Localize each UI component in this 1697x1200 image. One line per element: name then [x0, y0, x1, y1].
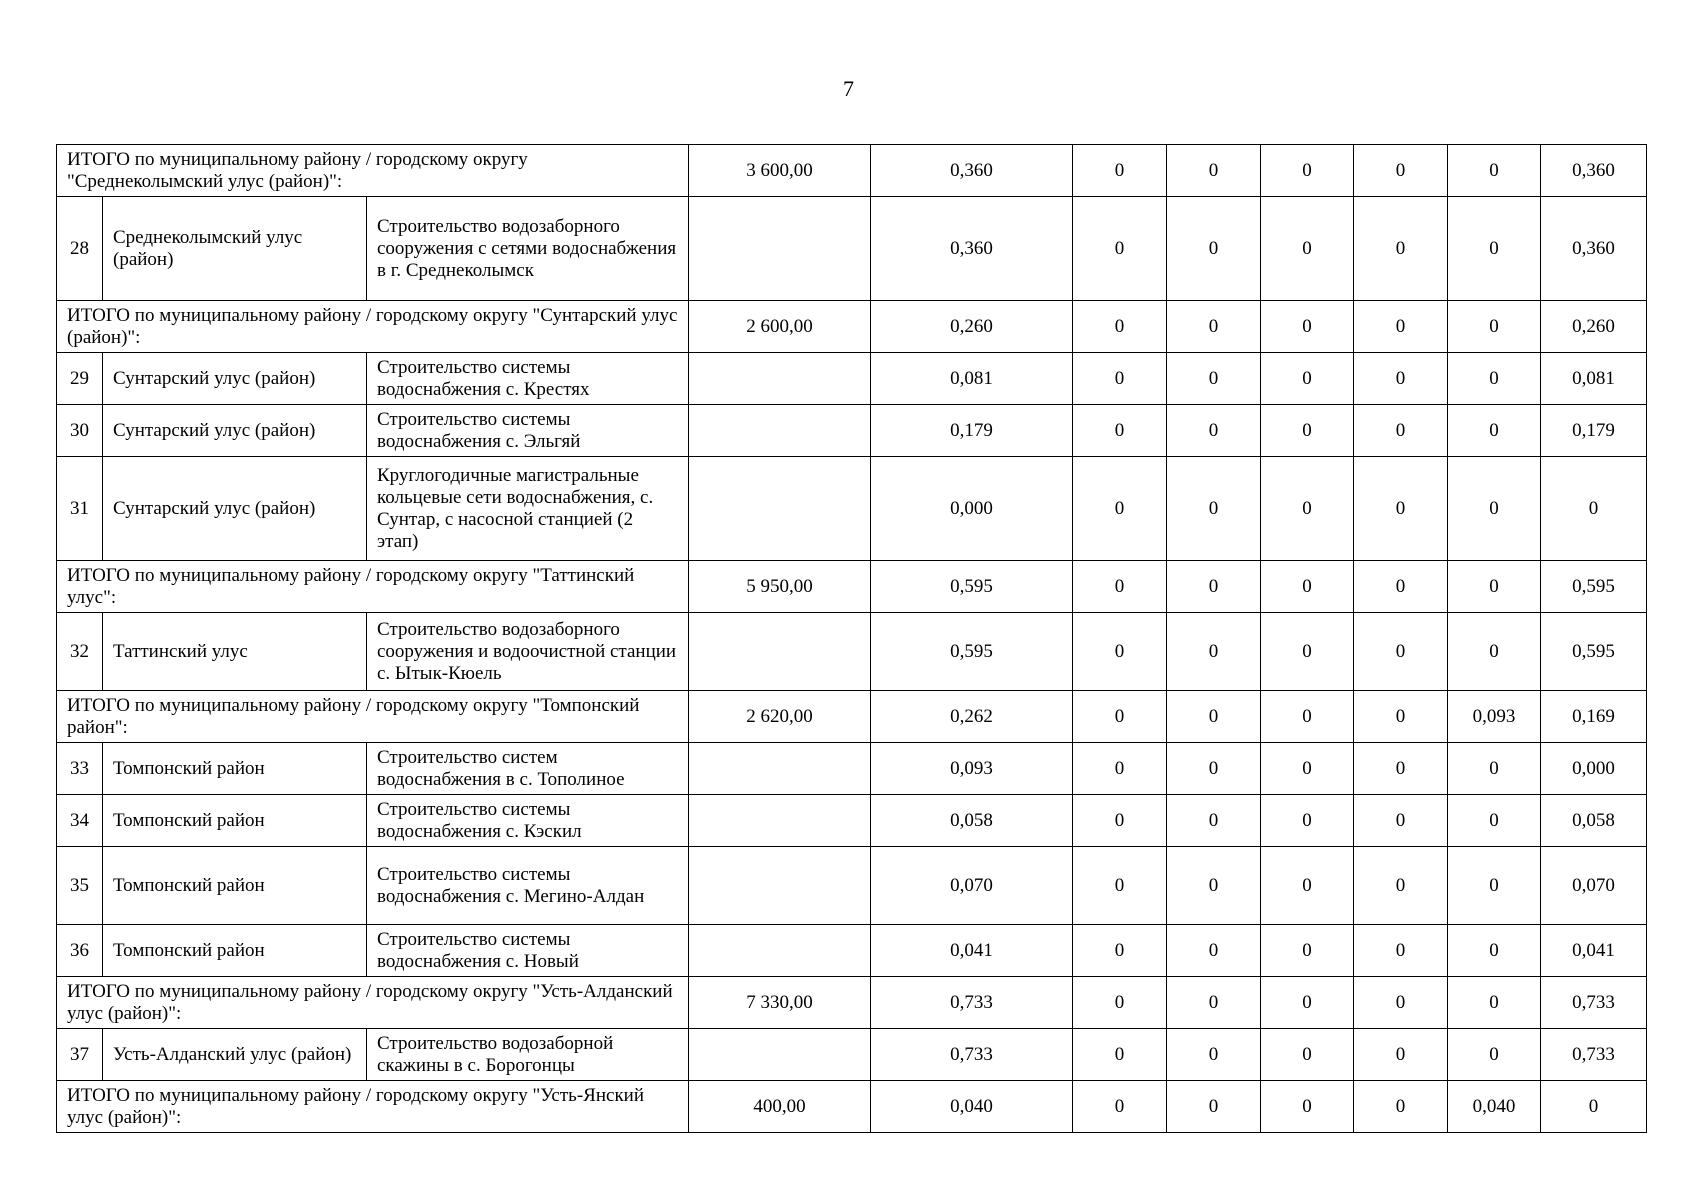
value-cell-7: 0,041 [1541, 925, 1647, 977]
value-cell-6: 0 [1448, 145, 1541, 197]
value-cell-2: 0 [1073, 457, 1167, 561]
value-cell-2: 0 [1073, 977, 1167, 1029]
value-cell-3: 0 [1167, 925, 1261, 977]
value-cell-4: 0 [1261, 301, 1354, 353]
value-cell-6: 0 [1448, 925, 1541, 977]
item-row [57, 847, 1647, 925]
district-name: Сунтарский улус (район) [103, 353, 367, 405]
value-cell-5: 0 [1354, 977, 1448, 1029]
total-row [57, 301, 1647, 353]
value-cell-6: 0 [1448, 561, 1541, 613]
value-cell-1: 0,081 [871, 353, 1073, 405]
value-cell-4: 0 [1261, 743, 1354, 795]
value-cell-2: 0 [1073, 145, 1167, 197]
district-name: Сунтарский улус (район) [103, 457, 367, 561]
value-cell-1: 0,733 [871, 1029, 1073, 1081]
amount-cell: 5 950,00 [689, 561, 871, 613]
total-label: ИТОГО по муниципальному району / городскому округу "Сунтарский улус (район)": [57, 301, 689, 353]
total-row [57, 691, 1647, 743]
value-cell-3: 0 [1167, 847, 1261, 925]
value-cell-2: 0 [1073, 795, 1167, 847]
total-row [57, 977, 1647, 1029]
value-cell-5: 0 [1354, 145, 1448, 197]
value-cell-3: 0 [1167, 691, 1261, 743]
total-label: ИТОГО по муниципальному району / городскому округу "Усть-Янский улус (район)": [57, 1081, 689, 1133]
amount-cell [689, 197, 871, 301]
value-cell-1: 0,093 [871, 743, 1073, 795]
value-cell-5: 0 [1354, 847, 1448, 925]
amount-cell: 3 600,00 [689, 145, 871, 197]
value-cell-4: 0 [1261, 353, 1354, 405]
row-number: 35 [57, 847, 103, 925]
value-cell-3: 0 [1167, 197, 1261, 301]
value-cell-1: 0,260 [871, 301, 1073, 353]
district-name: Сунтарский улус (район) [103, 405, 367, 457]
total-label: ИТОГО по муниципальному району / городскому округу "Таттинский улус": [57, 561, 689, 613]
value-cell-5: 0 [1354, 1081, 1448, 1133]
amount-cell: 400,00 [689, 1081, 871, 1133]
amount-cell [689, 847, 871, 925]
total-label: ИТОГО по муниципальному району / городскому округу "Усть-Алданский улус (район)": [57, 977, 689, 1029]
value-cell-2: 0 [1073, 405, 1167, 457]
value-cell-1: 0,070 [871, 847, 1073, 925]
value-cell-3: 0 [1167, 405, 1261, 457]
district-name: Среднеколымский улус (район) [103, 197, 367, 301]
value-cell-6: 0,093 [1448, 691, 1541, 743]
value-cell-3: 0 [1167, 613, 1261, 691]
amount-cell [689, 405, 871, 457]
value-cell-6: 0 [1448, 197, 1541, 301]
row-number: 34 [57, 795, 103, 847]
district-name: Томпонский район [103, 847, 367, 925]
value-cell-6: 0 [1448, 977, 1541, 1029]
value-cell-2: 0 [1073, 1029, 1167, 1081]
value-cell-4: 0 [1261, 145, 1354, 197]
value-cell-3: 0 [1167, 301, 1261, 353]
project-name: Строительство водозаборного сооружения и водоочистной станции с. Ытык-Кюель [367, 613, 689, 691]
data-table [56, 144, 1647, 1133]
project-name: Строительство системы водоснабжения с. Новый [367, 925, 689, 977]
item-row [57, 925, 1647, 977]
value-cell-4: 0 [1261, 1029, 1354, 1081]
value-cell-6: 0 [1448, 847, 1541, 925]
page-number: 7 [843, 76, 854, 101]
project-name: Строительство водозаборного сооружения с сетями водоснабжения в г. Среднеколымск [367, 197, 689, 301]
district-name: Томпонский район [103, 925, 367, 977]
value-cell-7: 0,000 [1541, 743, 1647, 795]
amount-cell [689, 613, 871, 691]
value-cell-4: 0 [1261, 795, 1354, 847]
value-cell-4: 0 [1261, 405, 1354, 457]
value-cell-7: 0,733 [1541, 977, 1647, 1029]
value-cell-7: 0,169 [1541, 691, 1647, 743]
row-number: 37 [57, 1029, 103, 1081]
value-cell-7: 0,081 [1541, 353, 1647, 405]
value-cell-2: 0 [1073, 197, 1167, 301]
item-row [57, 353, 1647, 405]
value-cell-1: 0,595 [871, 613, 1073, 691]
district-name: Томпонский район [103, 795, 367, 847]
value-cell-3: 0 [1167, 1081, 1261, 1133]
row-number: 30 [57, 405, 103, 457]
total-row [57, 145, 1647, 197]
value-cell-2: 0 [1073, 691, 1167, 743]
value-cell-5: 0 [1354, 197, 1448, 301]
value-cell-1: 0,262 [871, 691, 1073, 743]
value-cell-2: 0 [1073, 561, 1167, 613]
value-cell-1: 0,733 [871, 977, 1073, 1029]
item-row [57, 1029, 1647, 1081]
item-row [57, 743, 1647, 795]
value-cell-2: 0 [1073, 1081, 1167, 1133]
value-cell-5: 0 [1354, 1029, 1448, 1081]
amount-cell [689, 457, 871, 561]
project-name: Круглогодичные магистральные кольцевые сети водоснабжения, с. Сунтар, с насосной станцией (2 этап) [367, 457, 689, 561]
district-name: Таттинский улус [103, 613, 367, 691]
value-cell-2: 0 [1073, 925, 1167, 977]
value-cell-3: 0 [1167, 977, 1261, 1029]
value-cell-3: 0 [1167, 457, 1261, 561]
value-cell-1: 0,179 [871, 405, 1073, 457]
value-cell-5: 0 [1354, 795, 1448, 847]
amount-cell: 2 600,00 [689, 301, 871, 353]
amount-cell [689, 353, 871, 405]
item-row [57, 613, 1647, 691]
row-number: 31 [57, 457, 103, 561]
value-cell-4: 0 [1261, 197, 1354, 301]
value-cell-4: 0 [1261, 1081, 1354, 1133]
project-name: Строительство систем водоснабжения в с. Тополиное [367, 743, 689, 795]
value-cell-3: 0 [1167, 145, 1261, 197]
value-cell-7: 0,179 [1541, 405, 1647, 457]
value-cell-3: 0 [1167, 353, 1261, 405]
project-name: Строительство системы водоснабжения с. Эльгяй [367, 405, 689, 457]
value-cell-7: 0 [1541, 1081, 1647, 1133]
value-cell-4: 0 [1261, 925, 1354, 977]
value-cell-3: 0 [1167, 561, 1261, 613]
amount-cell [689, 795, 871, 847]
row-number: 33 [57, 743, 103, 795]
value-cell-6: 0 [1448, 353, 1541, 405]
value-cell-6: 0 [1448, 743, 1541, 795]
value-cell-6: 0,040 [1448, 1081, 1541, 1133]
value-cell-5: 0 [1354, 457, 1448, 561]
value-cell-4: 0 [1261, 457, 1354, 561]
item-row [57, 405, 1647, 457]
value-cell-4: 0 [1261, 691, 1354, 743]
value-cell-1: 0,041 [871, 925, 1073, 977]
value-cell-4: 0 [1261, 613, 1354, 691]
value-cell-6: 0 [1448, 795, 1541, 847]
amount-cell [689, 925, 871, 977]
value-cell-5: 0 [1354, 561, 1448, 613]
value-cell-6: 0 [1448, 1029, 1541, 1081]
value-cell-5: 0 [1354, 613, 1448, 691]
item-row [57, 197, 1647, 301]
value-cell-1: 0,000 [871, 457, 1073, 561]
value-cell-2: 0 [1073, 743, 1167, 795]
value-cell-7: 0,733 [1541, 1029, 1647, 1081]
total-label: ИТОГО по муниципальному району / городскому округу "Среднеколымский улус (район)": [57, 145, 689, 197]
value-cell-7: 0,070 [1541, 847, 1647, 925]
amount-cell [689, 1029, 871, 1081]
value-cell-6: 0 [1448, 301, 1541, 353]
value-cell-5: 0 [1354, 743, 1448, 795]
row-number: 32 [57, 613, 103, 691]
item-row [57, 457, 1647, 561]
value-cell-5: 0 [1354, 353, 1448, 405]
project-name: Строительство системы водоснабжения с. Мегино-Алдан [367, 847, 689, 925]
value-cell-5: 0 [1354, 925, 1448, 977]
amount-cell [689, 743, 871, 795]
total-row [57, 1081, 1647, 1133]
value-cell-7: 0,360 [1541, 197, 1647, 301]
value-cell-3: 0 [1167, 795, 1261, 847]
value-cell-7: 0 [1541, 457, 1647, 561]
value-cell-5: 0 [1354, 691, 1448, 743]
value-cell-2: 0 [1073, 847, 1167, 925]
item-row [57, 795, 1647, 847]
value-cell-6: 0 [1448, 405, 1541, 457]
value-cell-1: 0,595 [871, 561, 1073, 613]
value-cell-4: 0 [1261, 977, 1354, 1029]
value-cell-4: 0 [1261, 561, 1354, 613]
total-row [57, 561, 1647, 613]
total-label: ИТОГО по муниципальному району / городскому округу "Томпонский район": [57, 691, 689, 743]
value-cell-5: 0 [1354, 301, 1448, 353]
row-number: 29 [57, 353, 103, 405]
value-cell-1: 0,360 [871, 145, 1073, 197]
value-cell-6: 0 [1448, 457, 1541, 561]
row-number: 28 [57, 197, 103, 301]
value-cell-7: 0,360 [1541, 145, 1647, 197]
project-name: Строительство водозаборной скажины в с. Борогонцы [367, 1029, 689, 1081]
district-name: Усть-Алданский улус (район) [103, 1029, 367, 1081]
value-cell-3: 0 [1167, 743, 1261, 795]
district-name: Томпонский район [103, 743, 367, 795]
value-cell-7: 0,595 [1541, 613, 1647, 691]
value-cell-7: 0,260 [1541, 301, 1647, 353]
row-number: 36 [57, 925, 103, 977]
project-name: Строительство системы водоснабжения с. Крестях [367, 353, 689, 405]
project-name: Строительство системы водоснабжения с. Кэскил [367, 795, 689, 847]
value-cell-2: 0 [1073, 353, 1167, 405]
value-cell-5: 0 [1354, 405, 1448, 457]
value-cell-3: 0 [1167, 1029, 1261, 1081]
value-cell-4: 0 [1261, 847, 1354, 925]
value-cell-7: 0,058 [1541, 795, 1647, 847]
value-cell-7: 0,595 [1541, 561, 1647, 613]
value-cell-2: 0 [1073, 301, 1167, 353]
value-cell-1: 0,360 [871, 197, 1073, 301]
value-cell-1: 0,040 [871, 1081, 1073, 1133]
value-cell-1: 0,058 [871, 795, 1073, 847]
value-cell-2: 0 [1073, 613, 1167, 691]
amount-cell: 2 620,00 [689, 691, 871, 743]
value-cell-6: 0 [1448, 613, 1541, 691]
amount-cell: 7 330,00 [689, 977, 871, 1029]
